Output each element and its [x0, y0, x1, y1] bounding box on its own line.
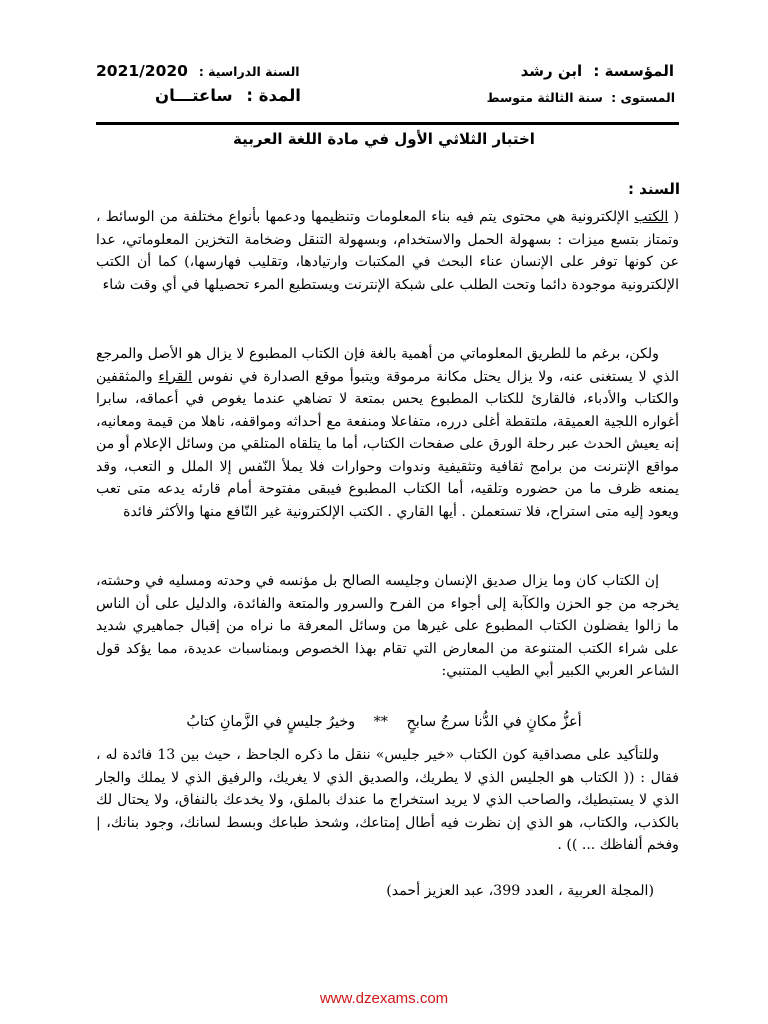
paragraph-2 [96, 343, 679, 523]
paragraph-3-text: إن الكتاب كان وما يزال صديق الإنسان وجليسه الصالح بل مؤنسه في وحدته ومسليه في وحشته، يخرجه من جو الحزن والكآبة إلى أجواء من الفرح والسرور والمتعة والفائدة، والدليل على أن الناس ما زالوا يفضلون الكتاب المطبوع على غيرها من وسائل المعرفة ما نراه من إقبال جماهيري شديد على شراء الكتب المتنوعة من المعارض التي تقام بهذا الخصوص وبمناسبات عديدة، مما يؤكد قول الشاعر العربي الكبير أبي الطيب المتنبي: [96, 573, 679, 679]
paragraph-4-text: وللتأكيد على مصداقية كون الكتاب «خير جليس» ننقل ما ذكره الجاحظ ، حيث بين 13 فائدة له ، فقال : (( الكتاب هو الجليس الذي لا يطريك، والصديق الذي لا يغريك، والرفيق الذي لا يملك والجار الذي لا يستبطيك، والصاحب الذي لا يريد استخراج ما عندك بالملق، ولا يخدعك بالنفاق، ولا يحتال لك بالكذب، والكتاب، هو الذي إن نظرت فيه أطال إمتاعك، وشحذ طباعك وبسط لسانك، وجود بنانك، | وفخم ألفاظك ... )) . [96, 747, 679, 853]
paragraph-2-start: ولكن، برغم ما للطريق المعلوماتي من أهمية بالغة فإن الكتاب المطبوع لا يزال هو الأصل والمرجع الذي لا يستغنى عنه، ولا يزال يحتل مكانة مرموقة ويتبوأ موقع الصدارة في نفوس [96, 346, 680, 385]
year-value: 2021/2020 [96, 62, 188, 80]
poem-hemistich-2: وخيرُ جليسٍ في الزَّمانِ كتابُ [186, 714, 356, 730]
header-divider [96, 122, 679, 125]
footer-link[interactable]: www.dzexams.com [319, 990, 449, 1007]
paragraph-1 [96, 206, 679, 296]
institution-value: ابن رشد [520, 62, 583, 80]
paragraph-1-start: ( [668, 209, 679, 225]
duration-line [155, 86, 301, 105]
source-reference: (المجلة العربية ، العدد 399، عبد العزيز أحمد) [386, 883, 654, 899]
duration-label: المدة : [246, 86, 301, 105]
exam-title: اختبار الثلاثي الأول في مادة اللغة العربية [233, 130, 535, 148]
paragraph-4 [96, 744, 679, 857]
institution-label: المؤسسة : [593, 62, 674, 80]
year-label: السنة الدراسية : [198, 64, 300, 79]
poem-verse [0, 714, 768, 730]
paragraph-1-rest: الإلكترونية هي محتوى يتم فيه بناء المعلومات وتنظيمها ودعمها بأنواع مختلفة من الوسائط ، وتمتاز بتسع ميزات : بسهولة الحمل والاستخدام، وبسهولة التنقل وضخامة التخزين المعلوماتي، عدا عن كونها توفر على الإنسان عناء البحث في المكتبات وارتيادها، وتقليب فهارسها،) كما أن الكتب الإلكترونية موجودة دائما وتحت الطلب على شبكة الإنترنت ويستطيع المرء تحصيلها في أي وقت شاء [96, 209, 679, 293]
underlined-word-books: الكتب [634, 209, 669, 225]
level-label: المستوى : [611, 90, 675, 105]
paragraph-3 [96, 570, 679, 683]
level-line [487, 90, 675, 105]
paragraph-2-rest: والمثقفين والكتاب والأدباء، فالقارئ للكتاب المطبوع يحس بمتعة لا تضاهي عندما يغوص في أعماقه، سابرا أغواره اللجية العميقة، ملتقطة أغلى درره، متفاعلا ومنفعة مع أحداثه ومواقفه، ناهلا من قيمة ومعانيه، إنه يعيش الحدث عبر رحلة الورق على صفحات الكتاب، أما ما يتلقاه المتلقي من وسائل الإعلام أو من مواقع الإنترنت من برامج ثقافية وتثقيفية وندوات وحوارات فلا يملأ النّفس إلا الملل و التعب، وقد يمنعه ظرف ما من حضوره وتلقيه، أما الكتاب المطبوع فيبقى مفتوحة أمام قارئه يدعه متى تعب ويعود إليه متى استراح، فلا تستعملن . أيها القاري . الكتب الإلكترونية غير النّافع منها والأكثر فائدة [96, 368, 679, 520]
poem-separator: ** [373, 714, 388, 730]
poem-hemistich-1: أعزُّ مكانٍ في الدُّنا سرجُ سابحٍ [406, 714, 582, 730]
year-line [96, 62, 300, 80]
underlined-word-readers: القراء [158, 368, 193, 385]
sanad-label: السند : [627, 180, 680, 198]
duration-value: ساعتـــان [155, 86, 233, 105]
institution-line [521, 62, 674, 80]
level-value: سنة الثالثة متوسط [486, 90, 603, 105]
